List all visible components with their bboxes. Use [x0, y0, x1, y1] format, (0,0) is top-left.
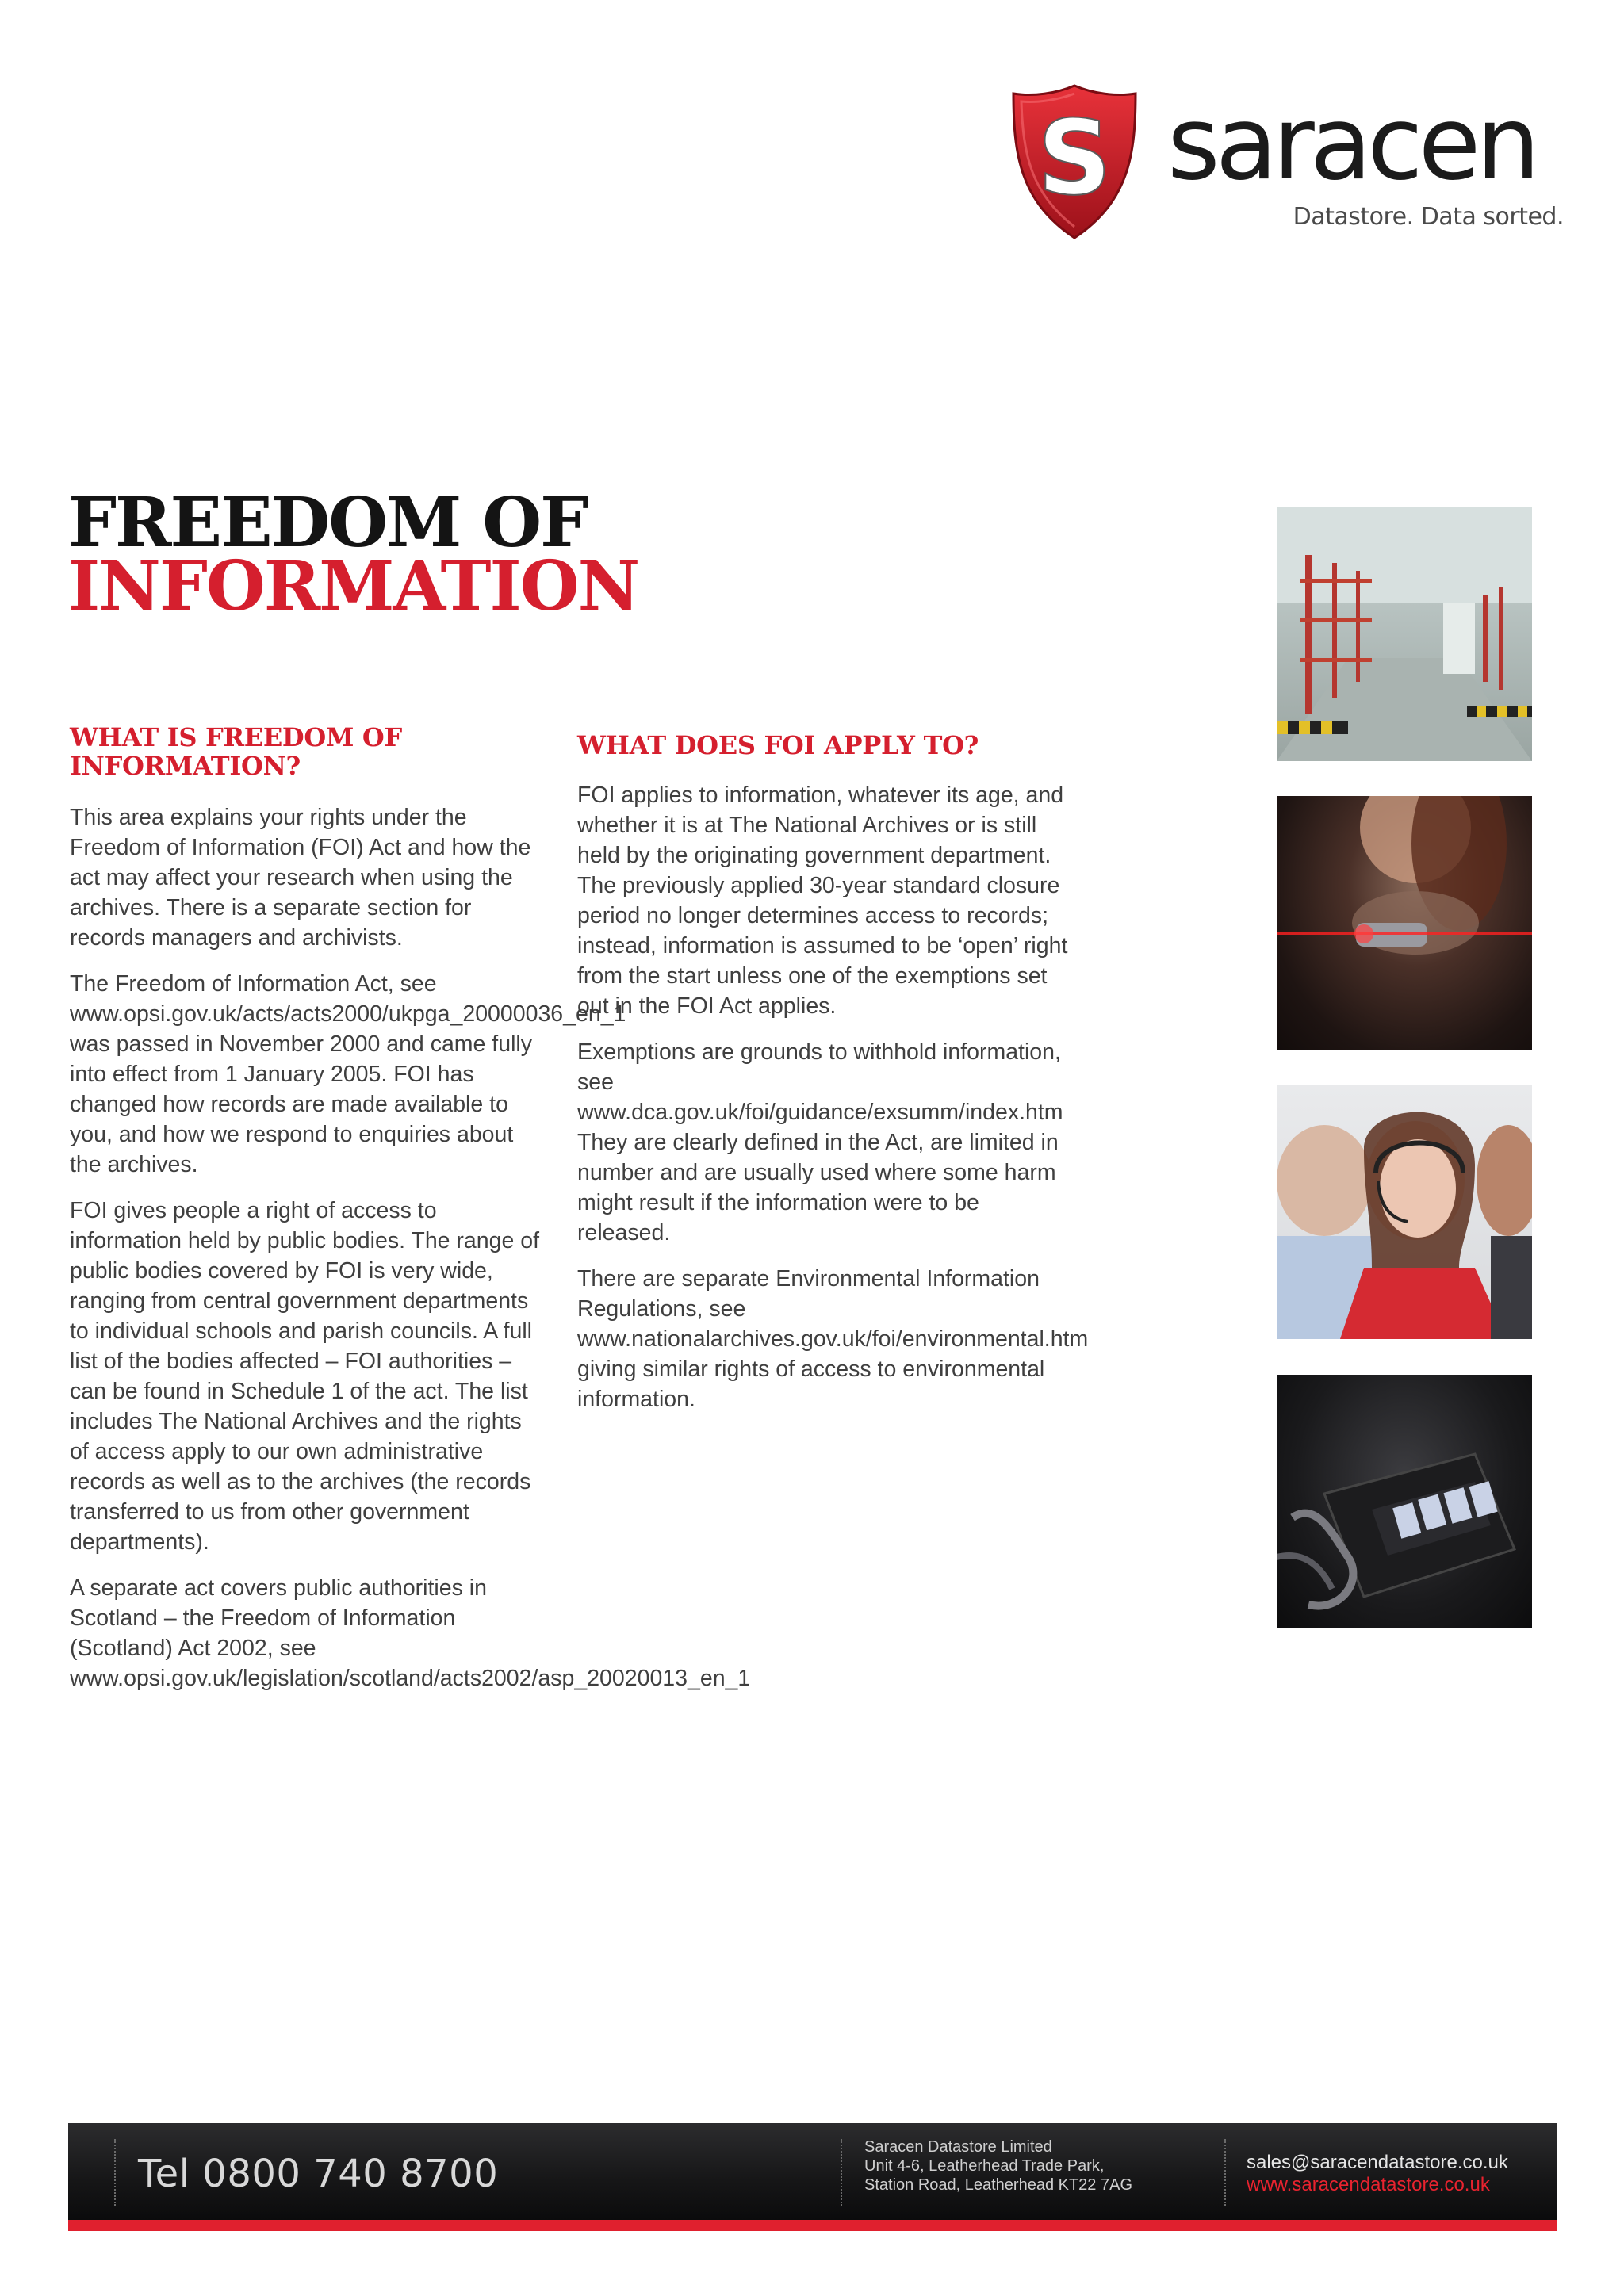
warehouse-photo — [1277, 507, 1532, 761]
left-column — [70, 722, 751, 1709]
website-link[interactable]: www.saracendatastore.co.uk — [1247, 2174, 1490, 2195]
middle-paragraph: FOI applies to information, whatever its age, and whether it is at The National Archives or is still held by the originating government department. The previously applied 30-year standard closure period no longer determines access to records; instead, information is assumed to be ‘open’ right from the start unless one of the exemptions set out in the FOI Act applies. — [577, 783, 1068, 1019]
footer-bar — [68, 2123, 1557, 2220]
title-line-2: INFORMATION — [68, 546, 639, 626]
address-line: Unit 4-6, Leatherhead Trade Park, — [864, 2157, 1105, 2175]
woman-scanner-photo — [1277, 796, 1532, 1050]
middle-column — [577, 723, 1089, 1430]
footer-divider — [114, 2139, 116, 2206]
email-link[interactable]: sales@saracendatastore.co.uk — [1247, 2152, 1508, 2173]
call-centre-photo — [1277, 1085, 1532, 1339]
footer-divider — [1224, 2139, 1226, 2206]
title-line-1: FREEDOM OF — [68, 483, 588, 563]
left-paragraph: A separate act covers public authorities in Scotland – the Freedom of Information (Scotland) Act 2002, see www.opsi.gov.uk/legislation/scotland/acts2002/asp_20020013_en_1 — [70, 1575, 751, 1691]
address-line: Station Road, Leatherhead KT22 7AG — [864, 2176, 1133, 2194]
left-paragraph: FOI gives people a right of access to information held by public bodies. The range of public bodies covered by FOI is very wide, ranging from central government departments to individual schools and parish councils. A full list of the bodies affected – FOI authorities – can be found in Schedule 1 of the act. The list includes The National Archives and the rights of access apply to our own administrative records as well as to the archives (the records transferred to us from other government departments). — [70, 1198, 540, 1555]
svg-text:S: S — [1037, 98, 1112, 218]
footer-red-stripe — [68, 2220, 1557, 2231]
logo-wordmark: saracen — [1167, 85, 1536, 203]
shield-icon — [1009, 82, 1140, 241]
saracen-logo — [1009, 79, 1564, 246]
address-line: Saracen Datastore Limited — [864, 2138, 1052, 2156]
middle-column-heading: WHAT DOES FOI APPLY TO? — [577, 730, 979, 760]
footer-telephone[interactable]: Tel 0800 740 8700 — [138, 2152, 499, 2196]
tape-storage-photo — [1277, 1375, 1532, 1628]
footer-divider — [841, 2139, 842, 2206]
left-paragraph: The Freedom of Information Act, see www.opsi.gov.uk/acts/acts2000/ukpga_20000036_en_1 was passed in November 2000 and came fully into effect from 1 January 2005. FOI has changed how records are made available to you, and how we respond to enquiries about the archives. — [70, 971, 626, 1177]
page-title — [68, 483, 639, 626]
left-column-heading: WHAT IS FREEDOM OF INFORMATION? — [70, 722, 402, 781]
logo-tagline: Datastore. Data sorted. — [1293, 203, 1564, 231]
middle-paragraph: There are separate Environmental Information Regulations, see www.nationalarchives.gov.uk/foi/environmental.htm giving similar rights of access to environmental information. — [577, 1266, 1089, 1412]
middle-paragraph: Exemptions are grounds to withhold information, see www.dca.gov.uk/foi/guidance/exsumm/index.htm They are clearly defined in the Act, are limited in number and are usually used where some harm might result if the information were to be released. — [577, 1039, 1063, 1246]
footer-address — [864, 2137, 1132, 2195]
footer-contact — [1247, 2152, 1508, 2196]
left-paragraph: This area explains your rights under the Freedom of Information (FOI) Act and how the act may affect your research when using the archives. There is a separate section for records managers and archivists. — [70, 805, 531, 951]
